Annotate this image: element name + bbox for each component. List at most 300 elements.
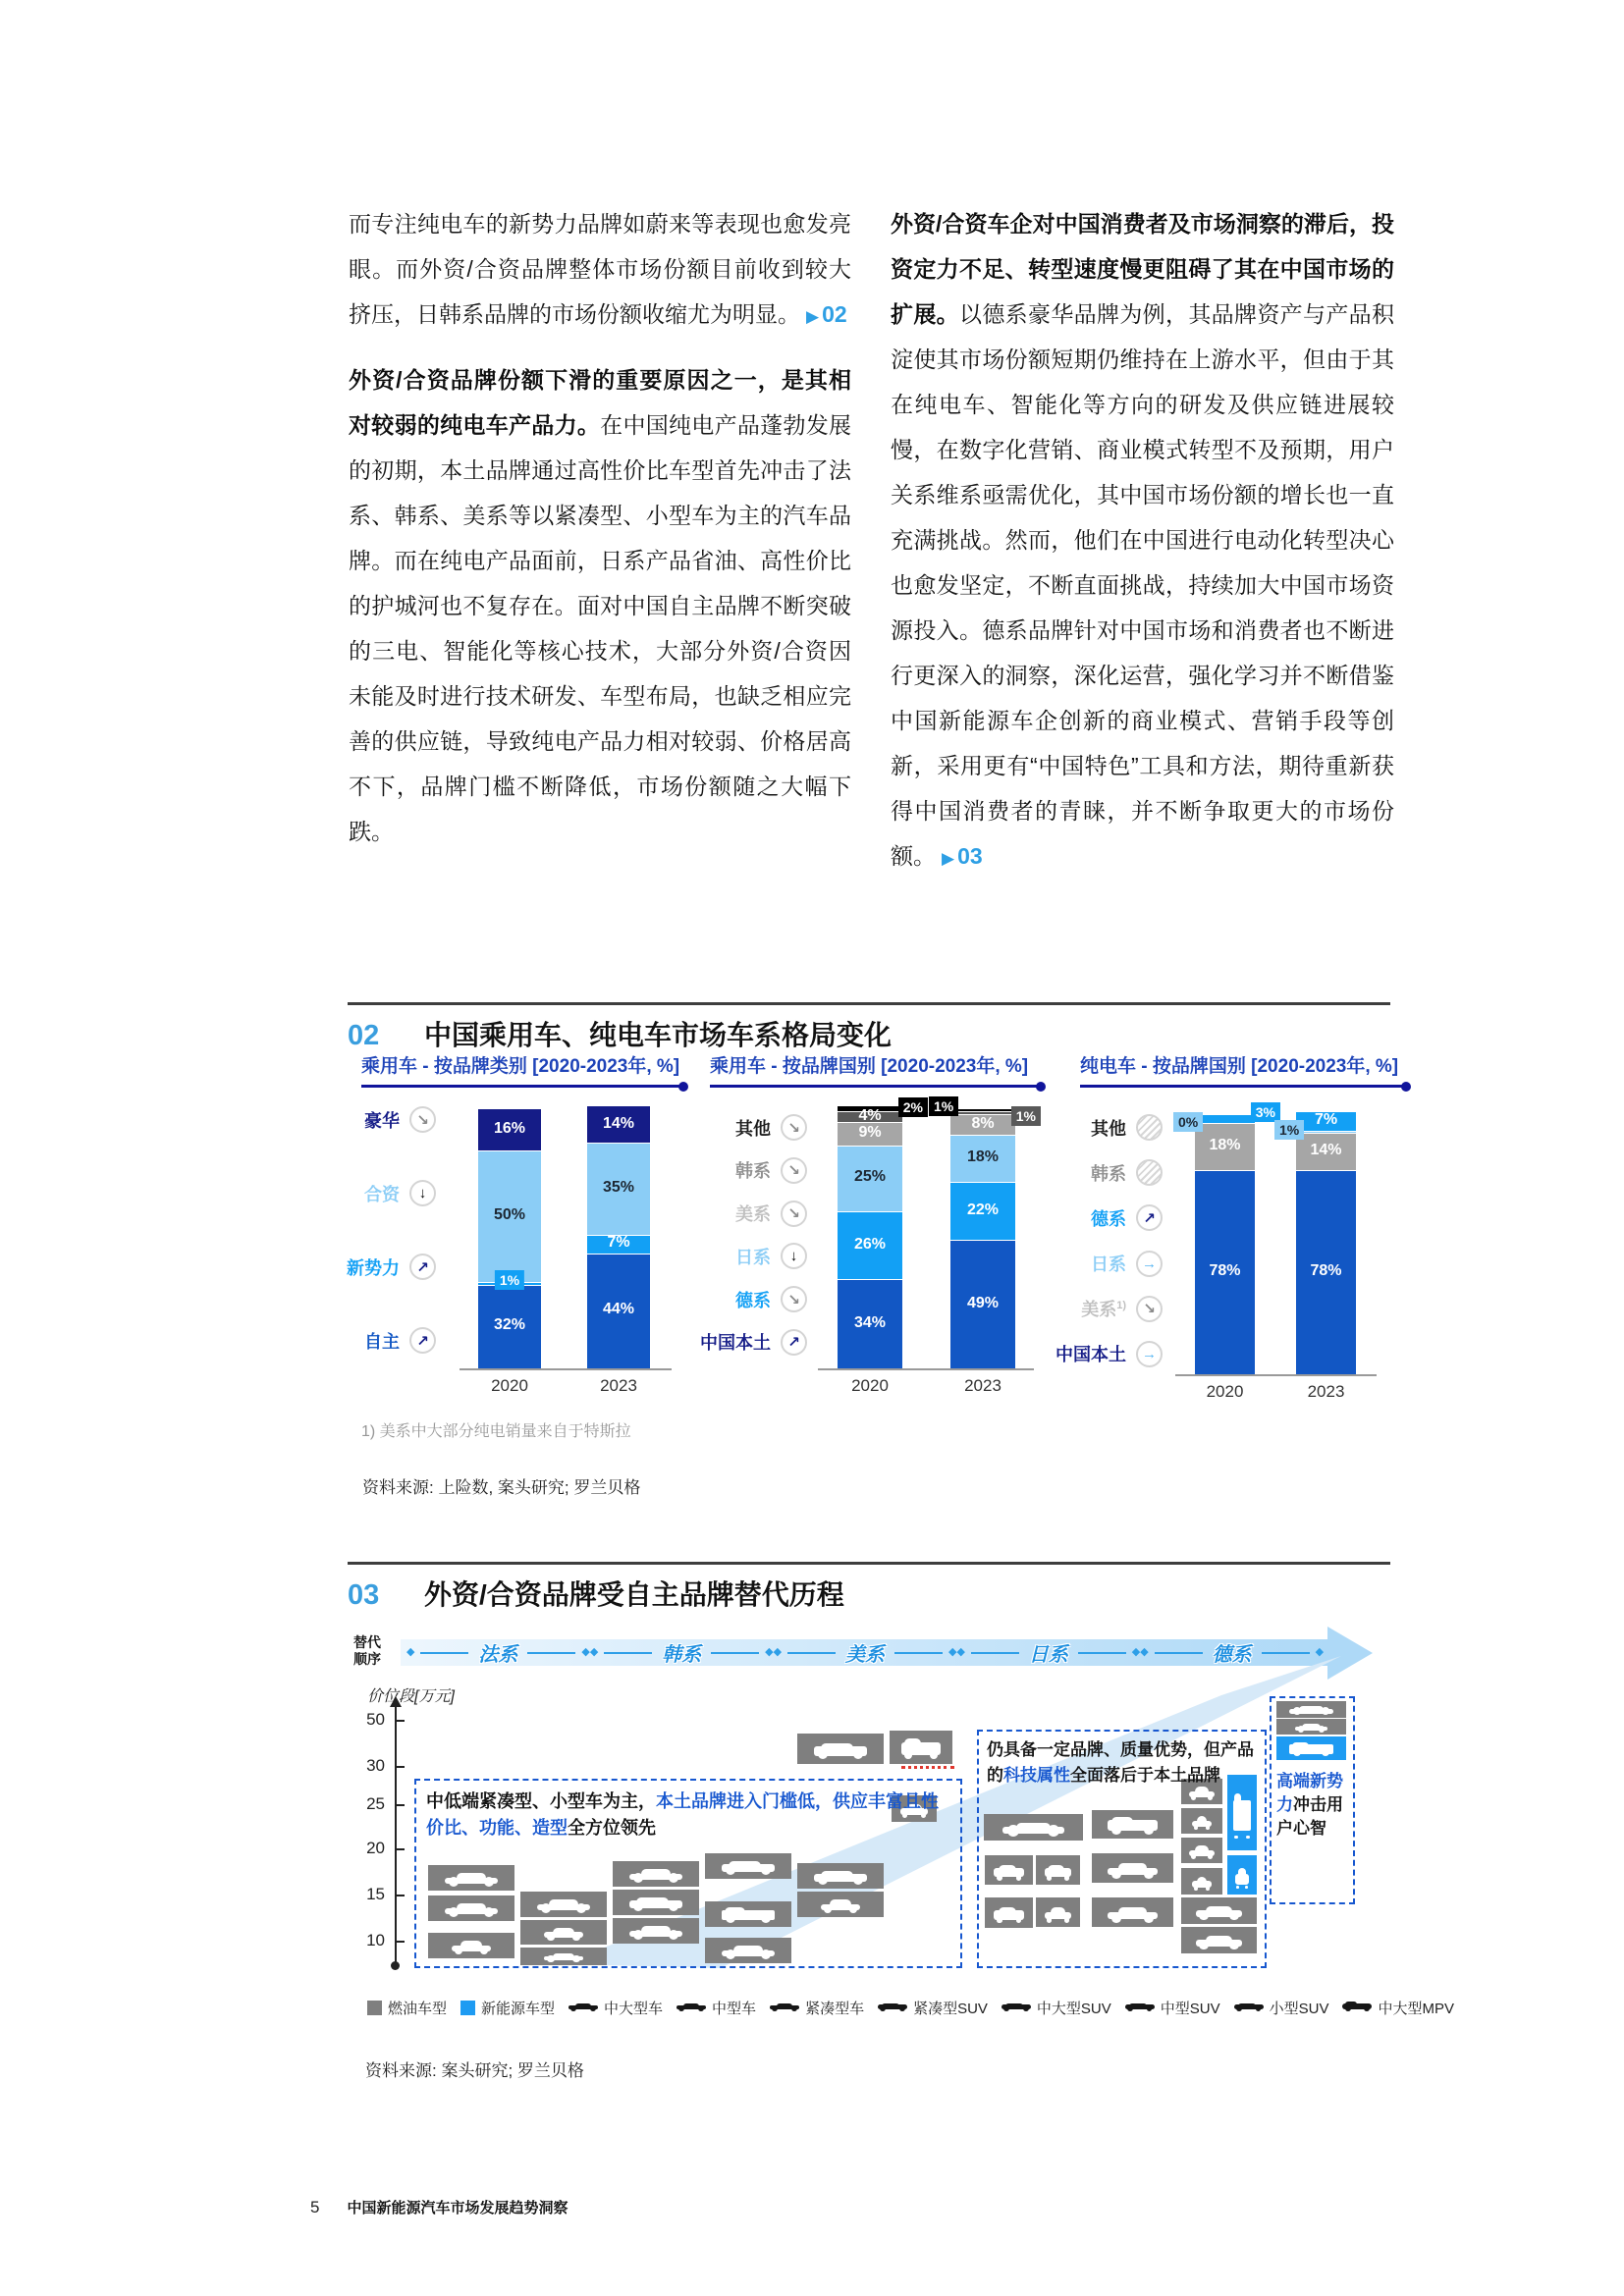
car-part bbox=[1064, 1875, 1069, 1880]
chart-subtitle: 乘用车 - 按品牌类别 [2020-2023年, %] bbox=[361, 1051, 685, 1088]
car-part bbox=[455, 1947, 462, 1954]
segment-value-chip: 2% bbox=[898, 1097, 928, 1117]
legend-item bbox=[1025, 1251, 1163, 1277]
car-part bbox=[1111, 1817, 1133, 1822]
car-suv-icon bbox=[994, 1902, 1023, 1924]
car-part bbox=[576, 1903, 586, 1913]
car-part bbox=[1047, 1917, 1052, 1922]
car-hatch-icon bbox=[629, 1922, 683, 1940]
legend-label: 新势力 bbox=[347, 1257, 400, 1278]
car-part bbox=[1127, 2005, 1133, 2011]
car-sedan-icon bbox=[1189, 1842, 1215, 1859]
car-small-icon bbox=[452, 1937, 491, 1954]
chart-subtitle: 纯电车 - 按品牌国别 [2020-2023年, %] bbox=[1080, 1051, 1408, 1088]
car-part bbox=[1194, 1887, 1198, 1891]
segment-value-label: 44% bbox=[602, 1301, 635, 1318]
car-part bbox=[633, 1873, 643, 1883]
car-hatch-icon bbox=[1108, 1902, 1158, 1923]
legend-footnote-marker: 1) bbox=[1116, 1300, 1126, 1312]
segment-value-label: 50% bbox=[493, 1206, 526, 1224]
car-part bbox=[1144, 1869, 1154, 1879]
car-part bbox=[904, 1751, 912, 1759]
legend-label: 中国本土 bbox=[700, 1333, 771, 1354]
legend-label: 德系 bbox=[735, 1290, 771, 1310]
car-hatch-icon bbox=[722, 1942, 776, 1959]
car-part bbox=[1322, 1707, 1329, 1715]
car-small-icon bbox=[1192, 1812, 1211, 1830]
legend-label: 美系$^{1)}$ bbox=[1081, 1300, 1126, 1320]
car-part bbox=[1206, 1887, 1210, 1891]
legend-item bbox=[367, 1998, 447, 2018]
car-part bbox=[1322, 1748, 1329, 1756]
car-part bbox=[669, 1930, 678, 1940]
trend-up-navy-icon: ↗ bbox=[1136, 1204, 1163, 1231]
car-part bbox=[590, 2005, 596, 2011]
car-part bbox=[1016, 1918, 1022, 1924]
annotation-text: 仍具备一定品牌、质量优势，但产品的 bbox=[987, 1740, 1254, 1785]
trend-hatch-icon bbox=[1136, 1159, 1163, 1186]
legend-item bbox=[878, 1998, 988, 2018]
car-part bbox=[1197, 1877, 1208, 1883]
car-part bbox=[1293, 1707, 1301, 1715]
car-part bbox=[818, 1749, 828, 1759]
annotation-high-end bbox=[1276, 1770, 1350, 1841]
car-part bbox=[1007, 1825, 1019, 1837]
annotation-text: 全面落后于本土品牌 bbox=[1070, 1766, 1220, 1785]
stacked-bar-2020 bbox=[478, 1109, 541, 1368]
car-part bbox=[1208, 1795, 1213, 1800]
fuel-model-box bbox=[985, 1855, 1033, 1885]
reference-arrow-icon: ▶ bbox=[806, 307, 820, 326]
car-part bbox=[726, 1913, 735, 1923]
car-part bbox=[457, 1873, 487, 1879]
figure-number: 02 bbox=[348, 1020, 380, 1051]
trend-up-navy-icon: ↗ bbox=[409, 1254, 436, 1280]
car-part bbox=[997, 1875, 1002, 1881]
legend-item bbox=[642, 1157, 807, 1184]
y-axis-tick-label: 25 bbox=[366, 1794, 385, 1813]
car-part bbox=[1144, 1913, 1154, 1923]
car-part bbox=[1197, 1816, 1208, 1822]
diamond-icon: ◆ bbox=[1315, 1646, 1325, 1658]
legend-label: 德系 bbox=[1091, 1208, 1126, 1229]
car-part bbox=[761, 1949, 771, 1959]
car-part bbox=[1208, 1854, 1213, 1859]
figure-02-reference bbox=[800, 301, 847, 327]
legend-label: 合资 bbox=[364, 1184, 400, 1204]
car-part bbox=[1047, 1875, 1052, 1880]
segment-value-label: 78% bbox=[1310, 1261, 1342, 1279]
car-part bbox=[1051, 1907, 1066, 1914]
car-part bbox=[1111, 1825, 1121, 1835]
fuel-model-box bbox=[1181, 1838, 1222, 1863]
fuel-model-box bbox=[1092, 1810, 1173, 1839]
legend-label: 其他 bbox=[1091, 1118, 1126, 1139]
fuel-model-box bbox=[520, 1892, 607, 1917]
car-part bbox=[549, 1899, 579, 1905]
fuel-model-box bbox=[428, 1865, 514, 1891]
car-part bbox=[547, 1934, 555, 1942]
y-axis-tick-label: 10 bbox=[366, 1931, 385, 1949]
legend-label: 小型SUV bbox=[1269, 2001, 1329, 2017]
footer-title: 中国新能源汽车市场发展趋势洞察 bbox=[347, 2200, 568, 2216]
car-sedan-icon bbox=[1108, 1858, 1158, 1879]
legend-car-icon bbox=[568, 2001, 598, 2015]
annotation-low-end bbox=[426, 1789, 951, 1842]
car-sedan-icon bbox=[445, 1869, 499, 1887]
figure-title: 中国乘用车、纯电车市场车系格局变化 bbox=[424, 1020, 893, 1050]
trend-down-gray-icon: ↘ bbox=[781, 1114, 807, 1141]
annotation-highlight: 科技属性 bbox=[1003, 1766, 1070, 1785]
fuel-model-box bbox=[1181, 1868, 1222, 1895]
figure-source: 资料来源: 上险数, 案头研究; 罗兰贝格 bbox=[362, 1478, 641, 1497]
brand-band-label: 日系 bbox=[1028, 1644, 1068, 1666]
car-part bbox=[726, 1949, 735, 1959]
legend-item bbox=[642, 1286, 807, 1312]
car-suv-icon bbox=[814, 1738, 868, 1760]
legend-item bbox=[357, 1106, 436, 1133]
legend-label: 自主 bbox=[364, 1331, 400, 1352]
legend-label: 中大型SUV bbox=[1036, 2001, 1111, 2017]
car-part bbox=[1064, 1917, 1069, 1922]
legend-item bbox=[347, 1254, 436, 1280]
segment-value-chip: 1% bbox=[929, 1096, 958, 1116]
car-suv-icon bbox=[994, 1860, 1023, 1881]
fuel-model-box bbox=[890, 1731, 952, 1764]
fuel-model-box bbox=[1036, 1897, 1080, 1927]
segment-value-label: 14% bbox=[602, 1114, 635, 1132]
car-part bbox=[1245, 1886, 1248, 1889]
stacked-bar-2023 bbox=[1279, 1111, 1356, 1374]
segment-value-label: 16% bbox=[493, 1120, 526, 1138]
car-part bbox=[1016, 1875, 1022, 1881]
reference-number: 02 bbox=[822, 301, 847, 327]
paragraph-2-text: 在中国纯电产品蓬勃发展的初期，本土品牌通过高性价比车型首先冲击了法系、韩系、美系等以紧凑型、小型车为主的汽车品牌。而在纯电产品面前，日系产品省油、高性价比的护城河也不复存在。面对中国自主品牌不断突破的三电、智能化等核心技术，大部分外资/合资因未能及时进行技术研发、车型布局，也缺乏相应完善的供应链，导致纯电产品力相对较弱、价格居高不下，品牌门槛不断降低，市场份额随之大幅下跌。 bbox=[349, 412, 852, 844]
gray-swatch-icon bbox=[367, 2001, 382, 2015]
chart-legend bbox=[1025, 1114, 1163, 1367]
car-part bbox=[1229, 1941, 1238, 1949]
segment-value-label: 14% bbox=[1310, 1142, 1342, 1159]
figure-title: 外资/合资品牌受自主品牌替代历程 bbox=[424, 1579, 844, 1610]
reference-number: 03 bbox=[957, 843, 983, 869]
car-part bbox=[997, 1918, 1002, 1924]
y-axis-tick-label: 15 bbox=[366, 1885, 385, 1903]
car-hatch-icon bbox=[445, 1899, 499, 1917]
diamond-icon: ◆ bbox=[1131, 1646, 1141, 1658]
car-small-icon bbox=[544, 1950, 583, 1963]
blue-swatch-icon bbox=[460, 2001, 475, 2015]
car-part bbox=[1229, 1911, 1238, 1920]
car-hatch-icon bbox=[1045, 1902, 1072, 1923]
fuel-model-box bbox=[520, 1948, 607, 1965]
legend-item bbox=[460, 1998, 555, 2018]
car-part bbox=[1191, 1854, 1196, 1859]
legend-label: 中国本土 bbox=[1056, 1345, 1126, 1365]
car-part bbox=[761, 1865, 771, 1875]
legend-item bbox=[357, 1327, 436, 1354]
car-part bbox=[1118, 1907, 1147, 1914]
article-left-column bbox=[349, 201, 851, 872]
segment-value-label: 49% bbox=[966, 1294, 1000, 1311]
bar-segment-德系 bbox=[1195, 1115, 1255, 1123]
car-suv-icon bbox=[1125, 2001, 1155, 2011]
diamond-icon: ◆ bbox=[406, 1646, 415, 1658]
brand-band-label: 美系 bbox=[845, 1644, 886, 1666]
car-part bbox=[641, 1869, 672, 1875]
stacked-bar-2023 bbox=[934, 1097, 1036, 1368]
car-part bbox=[1199, 1941, 1208, 1949]
segment-value-label: 18% bbox=[966, 1148, 1000, 1166]
segment-value-chip: 1% bbox=[495, 1270, 524, 1290]
car-hatch-icon bbox=[1196, 1901, 1243, 1920]
legend-item bbox=[1025, 1296, 1163, 1322]
legend-item bbox=[357, 1180, 436, 1206]
annotation-highlight: 本土品牌进入门槛低，供应丰富且性价比、功能、造型 bbox=[426, 1791, 939, 1838]
car-suv-icon bbox=[722, 1857, 776, 1875]
car-part bbox=[572, 1934, 580, 1942]
legend-label: 其他 bbox=[735, 1118, 771, 1139]
legend-label: 日系 bbox=[1091, 1255, 1126, 1275]
car-suv-icon bbox=[878, 2001, 907, 2011]
reference-arrow-icon: ▶ bbox=[942, 849, 955, 868]
paragraph-3-lead: 外资/合资车企对中国消费者及市场洞察的滞后，投资定力不足、转型速度慢更阻碍了其在中国市场的扩展。 bbox=[891, 211, 1394, 327]
x-axis-category-label: 2020 bbox=[851, 1376, 889, 1395]
fuel-model-box bbox=[1181, 1808, 1222, 1834]
car-part bbox=[999, 1865, 1016, 1872]
x-axis-line bbox=[818, 1368, 1034, 1370]
segment-value-chip: 1% bbox=[1011, 1106, 1041, 1126]
annotation-quality bbox=[987, 1737, 1254, 1789]
legend-car-icon bbox=[1234, 2001, 1264, 2015]
segment-value-label: 34% bbox=[853, 1313, 887, 1331]
legend-item bbox=[642, 1201, 807, 1227]
car-small-icon bbox=[1295, 1721, 1327, 1732]
annotation-text: 全方位领先 bbox=[568, 1818, 656, 1838]
legend-item bbox=[1025, 1204, 1163, 1231]
fuel-model-box bbox=[705, 1853, 791, 1879]
brand-band-label: 韩系 bbox=[662, 1644, 702, 1666]
car-part bbox=[1293, 1748, 1301, 1756]
car-part bbox=[575, 2003, 592, 2006]
order-label-line1: 替代 bbox=[353, 1634, 381, 1650]
trend-down-gray-icon: ↘ bbox=[781, 1157, 807, 1184]
car-mpv-icon bbox=[1342, 2001, 1372, 2011]
diamond-icon: ◆ bbox=[581, 1646, 590, 1658]
chart-legend bbox=[347, 1106, 436, 1354]
fuel-model-box bbox=[1181, 1897, 1257, 1924]
x-axis-category-label: 2023 bbox=[1307, 1382, 1345, 1401]
legend-label: 日系 bbox=[735, 1247, 771, 1267]
trend-down-gray-icon: ↘ bbox=[409, 1106, 436, 1133]
car-small-icon bbox=[1235, 1861, 1249, 1889]
fuel-model-box bbox=[985, 1897, 1033, 1928]
nev-model-box bbox=[1227, 1855, 1257, 1895]
car-part bbox=[553, 1928, 575, 1934]
car-part bbox=[1147, 2005, 1153, 2011]
legend-item bbox=[1025, 1114, 1163, 1141]
car-mpv-icon bbox=[901, 1735, 941, 1759]
trend-right-sky-icon: → bbox=[1136, 1251, 1163, 1277]
legend-car-icon bbox=[1001, 2001, 1031, 2015]
trend-down-gray-icon: ↘ bbox=[781, 1286, 807, 1312]
segment-value-label: 18% bbox=[1209, 1136, 1241, 1153]
stacked-bar-2023 bbox=[587, 1106, 650, 1368]
fuel-model-box bbox=[520, 1920, 607, 1945]
car-part bbox=[761, 1913, 771, 1923]
legend-label: 中型SUV bbox=[1160, 2001, 1220, 2017]
car-part bbox=[1048, 1825, 1059, 1837]
car-sedan-icon bbox=[1002, 1818, 1064, 1837]
figure-02 bbox=[347, 996, 1399, 1531]
car-part bbox=[1048, 1865, 1064, 1872]
annotation-text: 冲击用户心智 bbox=[1276, 1795, 1343, 1838]
nev-model-box bbox=[1276, 1736, 1346, 1760]
legend-car-icon bbox=[878, 2001, 907, 2015]
legend-car-icon bbox=[1342, 2001, 1372, 2015]
paragraph-2-lead: 外资/合资品牌份额下滑的重要原因之一，是其相对较弱的纯电车产品力。 bbox=[349, 367, 851, 438]
fuel-model-box bbox=[797, 1863, 884, 1889]
legend-item bbox=[642, 1114, 807, 1141]
y-axis-tick-label: 30 bbox=[366, 1756, 385, 1775]
car-sedan-icon bbox=[568, 2001, 598, 2011]
car-mpv-icon bbox=[1108, 1814, 1158, 1834]
car-part bbox=[1206, 1906, 1232, 1912]
segment-value-chip: 3% bbox=[1251, 1102, 1280, 1122]
car-part bbox=[1345, 2005, 1351, 2011]
car-part bbox=[570, 2005, 576, 2011]
car-part bbox=[1246, 1836, 1250, 1840]
x-axis-line bbox=[460, 1368, 672, 1370]
car-part bbox=[484, 1877, 494, 1887]
car-part bbox=[633, 1901, 643, 1911]
legend-item bbox=[642, 1329, 807, 1356]
legend-item bbox=[1025, 1341, 1163, 1367]
order-label-line2: 顺序 bbox=[353, 1651, 381, 1667]
diamond-icon: ◆ bbox=[956, 1646, 965, 1658]
fuel-model-box bbox=[613, 1918, 699, 1944]
car-part bbox=[449, 1877, 459, 1887]
car-suv-icon bbox=[629, 1894, 683, 1911]
page-footer bbox=[310, 2197, 568, 2217]
car-van-icon bbox=[722, 1905, 776, 1923]
car-part bbox=[733, 1946, 764, 1951]
paragraph-3-text: 以德系豪华品牌为例，其品牌资产与产品积淀使其市场份额短期仍维持在上游水平，但由于其在纯电车、智能化等方向的研发及供应链进展较慢，在数字化营销、商业模式转型不及预期，用户关系维系亟需优化，其中国市场份额的增长也一直充满挑战。然而，他们在中国进行电动化转型决心也愈发坚定，不断直面挑战，持续加大中国市场资源投入。德系品牌针对中国市场和消费者也不断进行更深入的洞察，深化运营，强化学习并不断借鉴中国新能源车企创新的商业模式、营销手段等创新，采用更有“中国特色”工具和方法，期待重新获得中国消费者的青睐，并不断争取更大的市场份额。 bbox=[891, 301, 1394, 869]
car-part bbox=[849, 1905, 857, 1913]
car-van-icon bbox=[1233, 1787, 1252, 1840]
segment-value-chip: 1% bbox=[1274, 1120, 1304, 1140]
car-part bbox=[480, 1947, 488, 1954]
annotation-text: 中低端紧凑型、小型车为主， bbox=[426, 1791, 656, 1811]
segment-value-label: 22% bbox=[966, 1201, 1000, 1218]
brand-band-label: 德系 bbox=[1212, 1644, 1252, 1666]
diamond-icon: ◆ bbox=[947, 1646, 957, 1658]
car-part bbox=[1111, 1869, 1121, 1879]
fuel-model-box bbox=[1092, 1853, 1173, 1883]
x-axis-line bbox=[1175, 1374, 1377, 1376]
x-axis-category-label: 2023 bbox=[964, 1376, 1001, 1395]
article-right-column bbox=[891, 201, 1394, 899]
car-hatch-icon bbox=[1196, 1931, 1243, 1949]
car-part bbox=[1111, 1913, 1121, 1923]
car-part bbox=[824, 1905, 832, 1913]
segment-value-label: 4% bbox=[858, 1106, 882, 1124]
car-part bbox=[1234, 1836, 1238, 1840]
legend-item bbox=[568, 1998, 663, 2018]
legend-car-icon bbox=[1125, 2001, 1155, 2015]
car-part bbox=[541, 1903, 551, 1913]
segment-value-label: 8% bbox=[971, 1114, 995, 1132]
annotation-highlight: 高端新势力 bbox=[1276, 1772, 1343, 1814]
trend-hatch-icon bbox=[1136, 1114, 1163, 1141]
y-axis-tick-label: 20 bbox=[366, 1839, 385, 1857]
fuel-model-box bbox=[705, 1938, 791, 1963]
car-part bbox=[772, 2005, 778, 2011]
diamond-icon: ◆ bbox=[773, 1646, 783, 1658]
trend-down-black-icon: ↓ bbox=[409, 1180, 436, 1206]
car-part bbox=[572, 1955, 580, 1963]
segment-value-label: 7% bbox=[607, 1234, 630, 1252]
car-part bbox=[1195, 1845, 1210, 1851]
car-small-icon bbox=[544, 1924, 583, 1942]
legend-label: 紧凑型车 bbox=[805, 2001, 865, 2017]
figure-03-reference bbox=[936, 843, 983, 869]
diamond-icon: ◆ bbox=[765, 1646, 774, 1658]
paragraph-2 bbox=[349, 357, 851, 854]
car-part bbox=[1144, 1825, 1154, 1835]
car-part bbox=[853, 1749, 863, 1759]
car-part bbox=[1364, 2005, 1370, 2011]
car-part bbox=[1118, 1863, 1147, 1870]
trend-up-navy-icon: ↗ bbox=[781, 1329, 807, 1356]
segment-value-label: 26% bbox=[853, 1235, 887, 1253]
legend-item bbox=[642, 1243, 807, 1269]
fuel-model-box bbox=[797, 1734, 884, 1764]
brand-band-label: 法系 bbox=[478, 1644, 518, 1666]
car-suv-icon bbox=[1001, 2001, 1031, 2011]
car-part bbox=[1199, 1911, 1208, 1920]
car-part bbox=[683, 2003, 700, 2006]
car-sedan-icon bbox=[677, 2001, 706, 2011]
car-part bbox=[1236, 1886, 1239, 1889]
segment-value-label: 9% bbox=[858, 1124, 882, 1142]
car-part bbox=[669, 1873, 678, 1883]
car-part bbox=[725, 1907, 745, 1912]
car-part bbox=[1256, 2005, 1262, 2011]
figure-03-legend bbox=[367, 1998, 1468, 2018]
fuel-model-box bbox=[1276, 1719, 1346, 1735]
segment-value-label: 7% bbox=[1314, 1111, 1338, 1129]
trend-down-gray-icon: ↘ bbox=[781, 1201, 807, 1227]
legend-label: 紧凑型SUV bbox=[913, 2001, 988, 2017]
figure-number: 03 bbox=[348, 1579, 380, 1611]
car-small-icon bbox=[1192, 1872, 1211, 1891]
car-part bbox=[899, 2005, 905, 2011]
legend-label: 中大型MPV bbox=[1378, 2001, 1454, 2017]
car-part bbox=[553, 1953, 575, 1957]
car-part bbox=[698, 2005, 704, 2011]
car-part bbox=[1345, 2002, 1358, 2004]
figure-03 bbox=[348, 1556, 1454, 2243]
paragraph-3 bbox=[891, 201, 1394, 881]
stacked-bar-2020 bbox=[1178, 1103, 1275, 1374]
car-part bbox=[1003, 2005, 1009, 2011]
fuel-model-box bbox=[428, 1933, 514, 1958]
car-part bbox=[1298, 1726, 1304, 1732]
car-part bbox=[1234, 1793, 1241, 1807]
figure-02-header bbox=[348, 1014, 892, 1053]
legend-item bbox=[677, 1998, 756, 2018]
trend-down-gray-icon: ↘ bbox=[1136, 1296, 1163, 1322]
